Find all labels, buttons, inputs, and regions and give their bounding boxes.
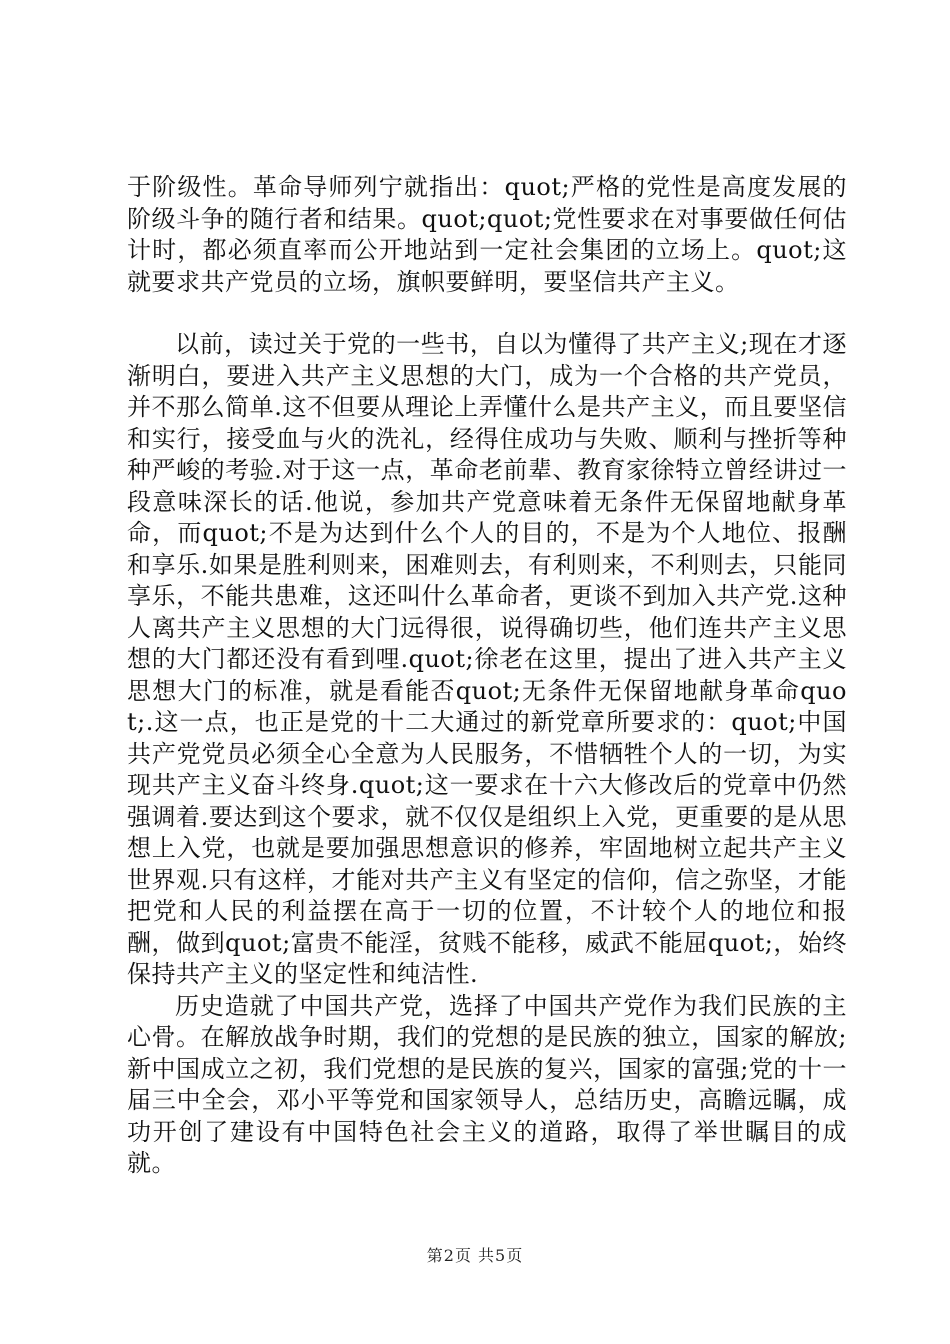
paragraph-3: 历史造就了中国共产党，选择了中国共产党作为我们民族的主心骨。在解放战争时期，我们的党想的是民族的独立，国家的解放;新中国成立之初，我们党想的是民族的复兴，国家的富强;党的十一届三中全会，邓小平等党和国家领导人，总结历史，高瞻远瞩，成功开创了建设有中国特色社会主义的道路，取得了举世瞩目的成就。 xyxy=(127,991,847,1177)
document-body xyxy=(127,172,847,1180)
paragraph-1: 于阶级性。革命导师列宁就指出：quot;严格的党性是高度发展的阶级斗争的随行者和结果。quot;quot;党性要求在对事要做任何估计时，都必须直率而公开地站到一定社会集团的立场上。quot;这就要求共产党员的立场，旗帜要鲜明，要坚信共产主义。 xyxy=(127,173,847,296)
page-footer: 第2页 共5页 xyxy=(426,1246,524,1265)
paragraph-2: 以前，读过关于党的一些书，自以为懂得了共产主义;现在才逐渐明白，要进入共产主义思想的大门，成为一个合格的共产党员，并不那么简单.这不但要从理论上弄懂什么是共产主义，而且要坚信和实行，接受血与火的洗礼，经得住成功与失败、顺利与挫折等种种严峻的考验.对于这一点，革命老前辈、教育家徐特立曾经讲过一段意味深长的话.他说，参加共产党意味着无条件无保留地献身革命，而quot;不是为达到什么个人的目的，不是为个人地位、报酬和享乐.如果是胜利则来，困难则去，有利则来，不利则去，只能同享乐，不能共患难，这还叫什么革命者，更谈不到加入共产党.这种人离共产主义思想的大门远得很，说得确切些，他们连共产主义思想的大门都还没有看到哩.quot;徐老在这里，提出了进入共产主义思想大门的标准，就是看能否quot;无条件无保留地献身革命quot;.这一点，也正是党的十二大通过的新党章所要求的：quot;中国共产党党员必须全心全意为人民服务，不惜牺牲个人的一切，为实现共产主义奋斗终身.quot;这一要求在十六大修改后的党章中仍然强调着.要达到这个要求，就不仅仅是组织上入党，更重要的是从思想上入党，也就是要加强思想意识的修养，牢固地树立起共产主义世界观.只有这样，才能对共产主义有坚定的信仰，信之弥坚，才能把党和人民的利益摆在高于一切的位置，不计较个人的地位和报酬，做到quot;富贵不能淫，贫贱不能移，威武不能屈quot;，始终保持共产主义的坚定性和纯洁性. xyxy=(127,330,847,988)
